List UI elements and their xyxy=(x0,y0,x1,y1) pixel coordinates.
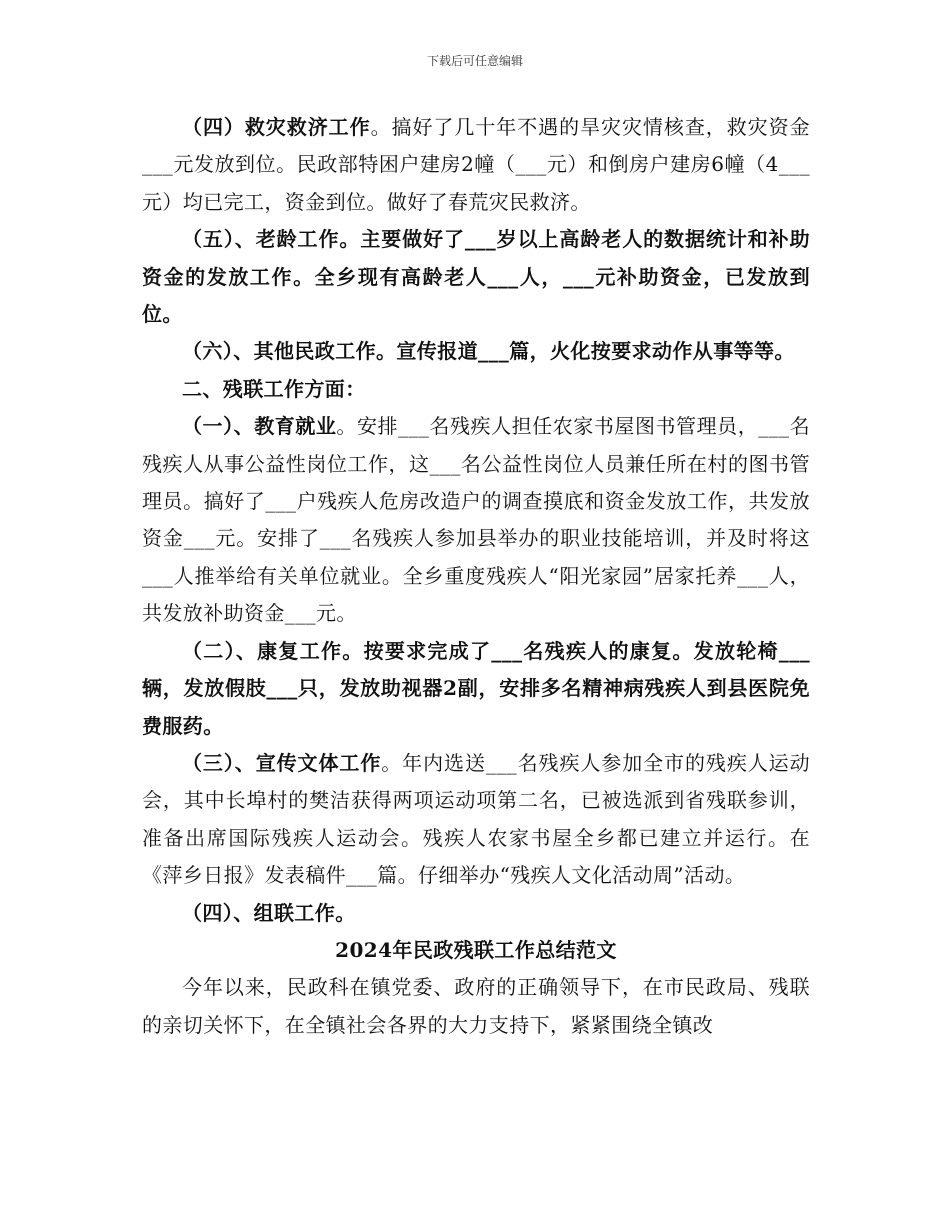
paragraph-education-employment xyxy=(142,408,810,632)
document-body xyxy=(142,109,810,1044)
paragraph-rehabilitation: （二）、康复工作。按要求完成了___名残疾人的康复。发放轮椅___辆，发放假肢___只，发放助视器2副，安排多名精神病残疾人到县医院免费服药。 xyxy=(142,638,810,738)
section-heading-disability: 二、残联工作方面： xyxy=(182,376,366,401)
paragraph-elderly-work: （五）、老龄工作。主要做好了___岁以上高龄老人的数据统计和补助资金的发放工作。全乡现有高龄老人___人，___元补助资金，已发放到位。 xyxy=(142,227,810,327)
page-header: 下载后可任意编辑 xyxy=(426,54,523,68)
paragraph-lead: （四）救灾救济工作 xyxy=(182,115,371,139)
document-title: 2024年民政残联工作总结范文 xyxy=(335,937,617,962)
paragraph-disaster-relief xyxy=(142,109,810,221)
paragraph-other-civil-work: （六）、其他民政工作。宣传报道___篇，火化按要求动作从事等等。 xyxy=(182,339,795,364)
paragraph-text: 。年内选送___名残疾人参加全市的残疾人运动会，其中长埠村的樊洁获得两项运动项第二名，已被选派到省残联参训，准备出席国际残疾人运动会。残疾人农家书屋全乡都已建立并运行。在《萍乡日报》发表稿件___篇。仔细举办“残疾人文化活动周”活动。 xyxy=(142,750,811,888)
paragraph-text: 。搞好了几十年不遇的旱灾灾情核查，救灾资金___元发放到位。民政部特困户建房2幢（___元）和倒房户建房6幢（4___元）均已完工，资金到位。做好了春荒灾民救济。 xyxy=(142,115,810,214)
paragraph-intro: 今年以来，民政科在镇党委、政府的正确领导下，在市民政局、残联的亲切关怀下，在全镇社会各界的大力支持下，紧紧围绕全镇改 xyxy=(142,975,810,1037)
paragraph-organization: （四）、组联工作。 xyxy=(182,900,356,925)
paragraph-lead: （三）、宣传文体工作 xyxy=(182,750,382,775)
paragraph-lead: （一）、教育就业 xyxy=(182,414,337,439)
paragraph-text: 。安排___名残疾人担任农家书屋图书管理员，___名残疾人从事公益性岗位工作，这___名公益性岗位人员兼任所在村的图书管理员。搞好了___户残疾人危房改造户的调查摸底和资金发放工作，共发放资金___元。安排了___名残疾人参加县举办的职业技能培训，并及时将这___人推举给有关单位就业。全乡重度残疾人“阳光家园”居家托养___人，共发放补助资金___元。 xyxy=(142,414,811,626)
paragraph-culture-sports xyxy=(142,745,810,895)
